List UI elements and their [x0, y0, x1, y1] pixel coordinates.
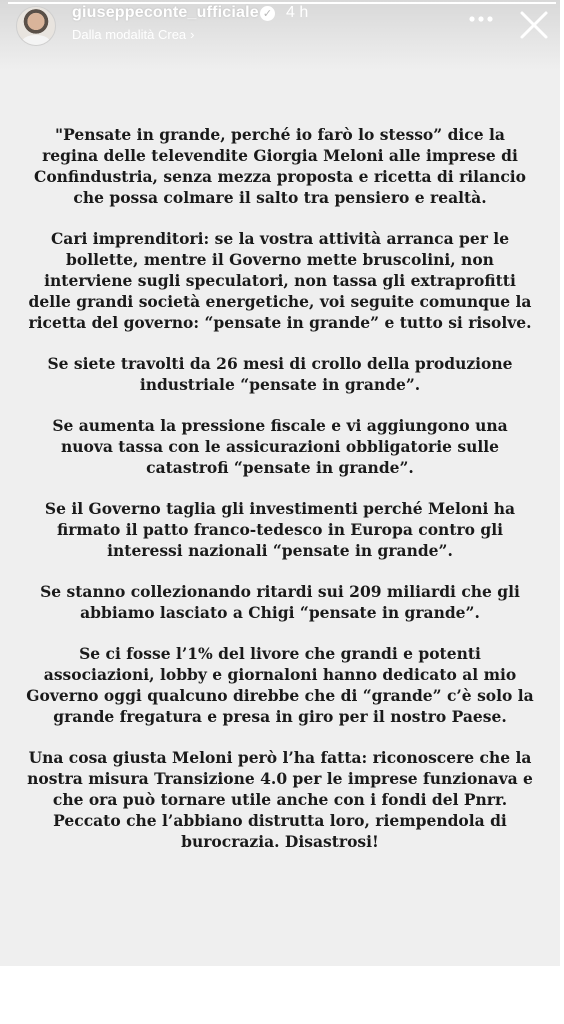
- story-header: [0, 0, 560, 60]
- paragraph: Se stanno collezionando ritardi sui 209 miliardi che gli abbiamo lasciato a Chigi “pensate in grande”.: [40, 582, 520, 622]
- paragraph: Se il Governo taglia gli investimenti perché Meloni ha firmato il patto franco-tedesco in Europa contro gli interessi nazionali “pensate in grande”.: [44, 499, 516, 560]
- chevron-right-icon: ›: [190, 27, 195, 42]
- close-icon[interactable]: [519, 10, 549, 40]
- avatar[interactable]: [16, 6, 56, 46]
- create-mode-label: Dalla modalità Crea: [72, 27, 187, 42]
- paragraph: "Pensate in grande, perché io farò lo stesso” dice la regina delle televendite Giorgia Meloni alle imprese di Confindustria, senza mezza proposta e ricetta di rilancio che possa colmare il salto tra pensiero e realtà.: [33, 125, 527, 207]
- post-time: 4 h: [286, 4, 309, 21]
- more-icon[interactable]: [468, 12, 494, 26]
- story-text: [26, 124, 534, 872]
- username[interactable]: giuseppeconte_ufficiale: [72, 4, 259, 21]
- verified-badge-icon: ✓: [260, 6, 275, 21]
- paragraph: Cari imprenditori: se la vostra attività arranca per le bollette, mentre il Governo mette bruscolini, non interviene sugli speculatori, non tassa gli extraprofitti delle grandi società energetiche, voi seguite comunque la ricetta del governo: “pensate in grande” e tutto si risolve.: [28, 229, 532, 332]
- paragraph: Se ci fosse l’1% del livore che grandi e potenti associazioni, lobby e giornaloni hanno dedicato al mio Governo oggi qualcuno direbbe che di “grande” c’è solo la grande fregatura e presa in giro per il nostro Paese.: [26, 644, 534, 726]
- create-mode-link[interactable]: [72, 27, 195, 42]
- paragraph: Una cosa giusta Meloni però l’ha fatta: riconoscere che la nostra misura Transizione 4.0 per le imprese funzionava e che ora può tornare utile anche con i fondi del Pnrr. Peccato che l’abbiano distrutta loro, riempendola di burocrazia. Disastrosi!: [27, 748, 533, 851]
- paragraph: Se siete travolti da 26 mesi di crollo della produzione industriale “pensate in grande”.: [47, 354, 513, 394]
- paragraph: Se aumenta la pressione fiscale e vi aggiungono una nuova tassa con le assicurazioni obbligatorie sulle catastrofi “pensate in grande”.: [52, 416, 508, 477]
